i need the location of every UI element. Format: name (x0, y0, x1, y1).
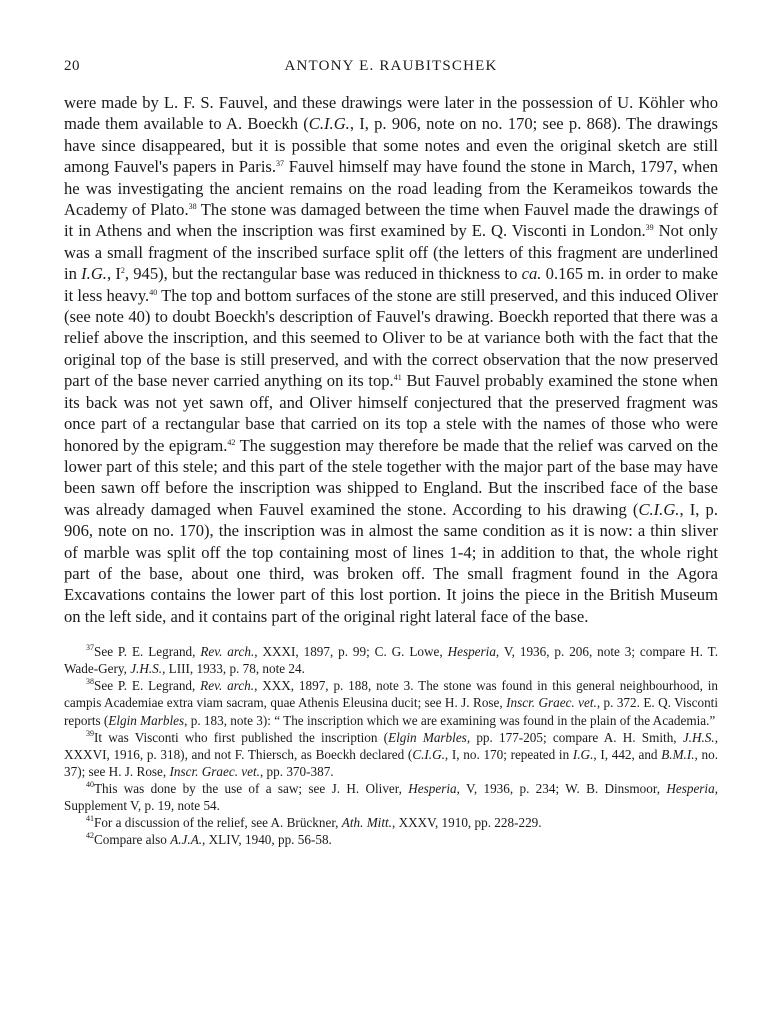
superscript-2: 2 (120, 266, 125, 276)
running-title: ANTONY E. RAUBITSCHEK (284, 58, 498, 74)
footnote-39: $^{39}$It was Visconti who first published the inscription (Elgin Marbles, pp. 177-205; compare A. H. Smith, J.H.S., XXXVI, 1916, p. 318), and not F. Thiersch, as Boeckh declared (C.I.G., I, no. 170; repeated in I.G., I, 442, and B.M.I., no. 37); see H. J. Rose, Inscr. Graec. vet., pp. 370-387. (64, 728, 719, 779)
footnotes (64, 643, 718, 848)
page (64, 58, 718, 848)
footnote-41: $^{41}$For a discussion of the relief, see A. Brückner, Ath. Mitt., XXXV, 1910, pp. 228-229. (86, 814, 542, 831)
footnote-ref-42[interactable]: 42 (227, 437, 236, 447)
footnote-ref-40[interactable]: 40 (149, 287, 158, 297)
footnote-38: $^{38}$See P. E. Legrand, Rev. arch., XXX, 1897, p. 188, note 3. The stone was found in this general neighbourhood, in campis Academiae extra viam sacram, quae Athenis Eleusina ducit; see H. J. Rose, Inscr. Graec. vet., p. 372. E. Q. Visconti reports (Elgin Marbles, p. 183, note 3): “ The inscription which we are examining was found in the plain of the Academia.” (64, 677, 719, 728)
body-text (64, 92, 718, 627)
page-number: 20 (64, 58, 80, 74)
footnote-40: $^{40}$This was done by the use of a saw; see J. H. Oliver, Hesperia, V, 1936, p. 234; W. B. Dinsmoor, Hesperia, Supplement V, p. 19, note 54. (64, 779, 718, 813)
footnote-37: $^{37}$See P. E. Legrand, Rev. arch., XXXI, 1897, p. 99; C. G. Lowe, Hesperia, V, 1936, p. 206, note 3; compare H. T. Wade-Gery, J.H.S., LIII, 1933, p. 78, note 24. (64, 643, 718, 677)
footnote-ref-37[interactable]: 37 (276, 159, 285, 169)
running-header (64, 58, 718, 82)
footnote-42: $^{42}$Compare also A.J.A., XLIV, 1940, pp. 56-58. (86, 831, 332, 848)
footnote-ref-39[interactable]: 39 (645, 223, 654, 233)
footnote-ref-41[interactable]: 41 (393, 373, 402, 383)
footnote-ref-38[interactable]: 38 (188, 202, 197, 212)
body-paragraph: were made by L. F. S. Fauvel, and these drawings were later in the possession of U. Köhler who made them available to A. Boeckh (C.I.G., I, p. 906, note on no. 170; see p. 868). The drawings have since disappeared, but it is possible that some notes and even the original sketch are still among Fauvel's papers in Paris.$^{37}$ Fauvel himself may have found the stone in March, 1797, when he was investigating the ancient remains on the road leading from the Kerameikos towards the Academy of Plato.$^{38}$ The stone was damaged between the time when Fauvel made the drawings of it in Athens and when the inscription was first examined by E. Q. Visconti in London.$^{39}$ Not only was a small fragment of the inscribed surface split off (the letters of this fragment are underlined in I.G., $I^2$, 945), but the rectangular base was reduced in thickness to ca. 0.165 m. in order to make it less heavy.$^{40}$ The top and bottom surfaces of the stone are still preserved, and this induced Oliver (see note 40) to doubt Boeckh's description of Fauvel's drawing. Boeckh reported that there was a relief above the inscription, and this seemed to Oliver to be at variance both with the fact that the original top of the base is still preserved, and with the correct observation that the now preserved part of the base never carried anything on its top.$^{41}$ But Fauvel probably examined the stone when its back was not yet sawn off, and Oliver himself conjectured that the preserved fragment was once part of a rectangular base that carried on its top a stele with the names of those who were honored by the epigram.$^{42}$ The suggestion may therefore be made that the relief was carved on the lower part of this stele; and this part of the stele together with the major part of the base may have been sawn off before the inscription was shipped to England. But the inscribed face of the base was already damaged when Fauvel examined the stone. According to his drawing (C.I.G., I, p. 906, note on no. 170), the inscription was in almost the same condition as it is now: a thin sliver of marble was split off the top containing most of lines 1-4; in addition to that, the whole right part of the base, about one third, was broken off. The small fragment found in the Agora Excavations contains the lower part of this lost portion. It joins the piece in the British Museum on the left side, and it contains part of the original right lateral face of the base. (64, 93, 719, 626)
